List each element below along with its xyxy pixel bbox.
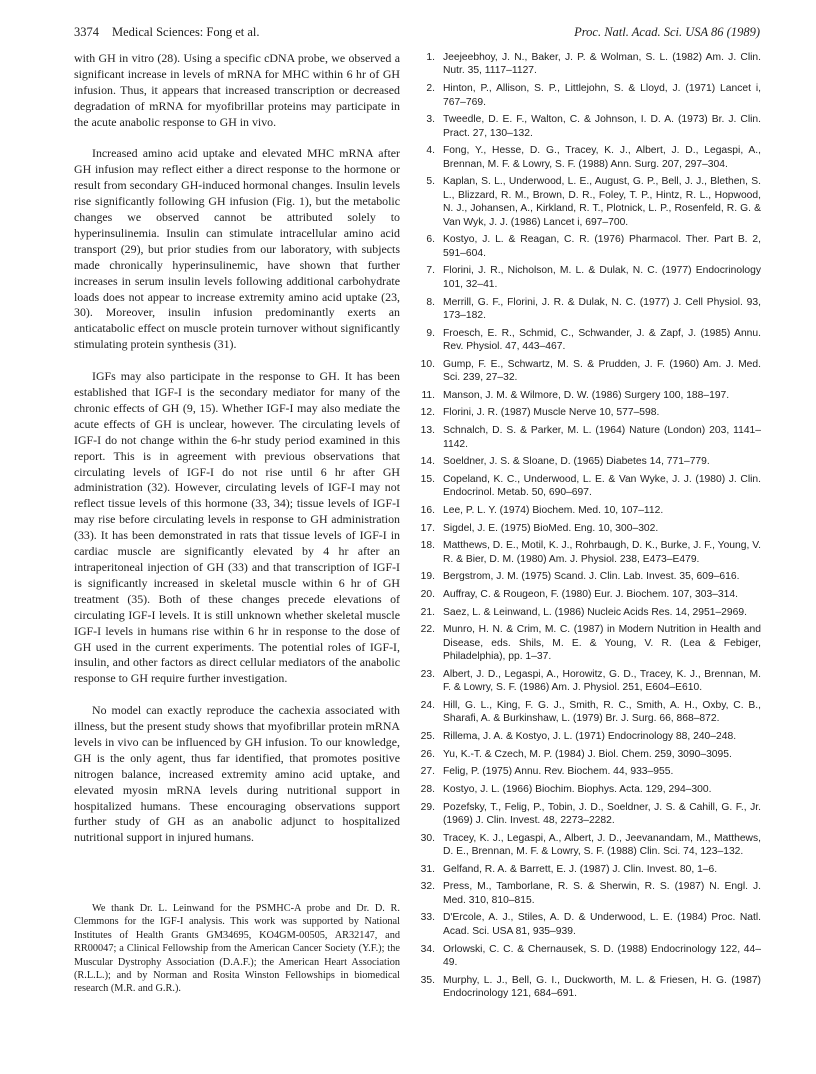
reference-item <box>415 264 761 291</box>
reference-text: Fong, Y., Hesse, D. G., Tracey, K. J., Albert, J. D., Legaspi, A., Brennan, M. F. & Lowry, S. F. (1988) Ann. Surg. 207, 297–304. <box>443 145 761 170</box>
reference-number: 21. <box>420 606 435 618</box>
reference-item <box>415 144 761 171</box>
reference-item <box>415 623 761 663</box>
reference-item <box>415 911 761 938</box>
reference-text: Albert, J. D., Legaspi, A., Horowitz, G. D., Tracey, K. J., Brennan, M. F. & Lowry, S. F. (1986) Am. J. Physiol. 251, E604–E610. <box>443 668 761 694</box>
reference-number: 18. <box>420 540 435 552</box>
reference-text: Schnalch, D. S. & Parker, M. L. (1964) Nature (London) 203, 1141–1142. <box>443 425 761 450</box>
reference-number: 3. <box>426 114 435 126</box>
reference-item <box>415 880 761 907</box>
reference-number: 33. <box>420 912 435 924</box>
reference-item <box>415 974 761 1001</box>
reference-text: Bergstrom, J. M. (1975) Scand. J. Clin. Lab. Invest. 35, 609–616. <box>443 571 740 583</box>
reference-number: 35. <box>420 974 435 986</box>
reference-number: 25. <box>420 730 435 742</box>
reference-text: Froesch, E. R., Schmid, C., Schwander, J. & Zapf, J. (1985) Annu. Rev. Physiol. 47, 443–467. <box>443 327 761 353</box>
reference-text: Gump, F. E., Schwartz, M. S. & Prudden, J. F. (1960) Am. J. Med. Sci. 239, 27–32. <box>443 358 761 384</box>
reference-text: Yu, K.-T. & Czech, M. P. (1984) J. Biol. Chem. 259, 3090–3095. <box>443 748 732 760</box>
reference-number: 30. <box>420 832 435 844</box>
reference-item <box>415 699 761 726</box>
reference-item <box>415 424 761 451</box>
reference-text: Sigdel, J. E. (1975) BioMed. Eng. 10, 300–302. <box>443 522 659 534</box>
reference-text: Copeland, K. C., Underwood, L. E. & Van Wyke, J. J. (1980) J. Clin. Endocrinol. Metab. 50, 690–697. <box>443 473 761 499</box>
reference-number: 13. <box>420 425 435 437</box>
reference-text: Orlowski, C. C. & Chernausek, S. D. (1988) Endocrinology 122, 44–49. <box>443 943 761 969</box>
reference-item <box>415 668 761 695</box>
running-head: Medical Sciences: Fong et al. <box>112 25 260 39</box>
reference-item <box>415 233 761 260</box>
reference-list <box>415 51 761 1005</box>
reference-text: Tracey, K. J., Legaspi, A., Albert, J. D., Jeevanandam, M., Matthews, D. E., Brennan, M. F. & Lowry, S. F. (1988) Clin. Sci. 74, 123–132. <box>443 832 761 858</box>
reference-text: Press, M., Tamborlane, R. S. & Sherwin, R. S. (1987) N. Engl. J. Med. 310, 810–815. <box>443 881 761 906</box>
reference-number: 8. <box>426 296 435 308</box>
reference-text: Lee, P. L. Y. (1974) Biochem. Med. 10, 107–112. <box>443 504 664 516</box>
reference-number: 29. <box>420 801 435 813</box>
reference-number: 2. <box>426 83 435 95</box>
reference-item <box>415 51 761 78</box>
reference-text: Pozefsky, T., Felig, P., Tobin, J. D., Soeldner, J. S. & Cahill, G. F., Jr. (1969) J. Clin. Invest. 48, 2273–2282. <box>443 801 761 826</box>
reference-item <box>415 389 761 402</box>
reference-text: Rillema, J. A. & Kostyo, J. L. (1971) Endocrinology 88, 240–248. <box>443 730 737 742</box>
reference-number: 16. <box>420 504 435 516</box>
reference-text: Florini, J. R., Nicholson, M. L. & Dulak, N. C. (1977) Endocrinology 101, 32–41. <box>443 265 761 290</box>
reference-number: 14. <box>420 456 435 468</box>
reference-number: 5. <box>426 176 435 188</box>
reference-text: Saez, L. & Leinwand, L. (1986) Nucleic Acids Res. 14, 2951–2969. <box>443 606 747 618</box>
reference-item <box>415 175 761 229</box>
body-text-column <box>74 51 400 846</box>
reference-text: Auffray, C. & Rougeon, F. (1980) Eur. J. Biochem. 107, 303–314. <box>443 588 738 600</box>
reference-number: 11. <box>421 389 435 401</box>
reference-text: Kostyo, J. L. (1966) Biochim. Biophys. Acta. 129, 294–300. <box>443 783 712 795</box>
reference-item <box>415 296 761 323</box>
reference-number: 23. <box>420 668 435 680</box>
reference-number: 17. <box>420 522 435 534</box>
reference-text: Hill, G. L., King, F. G. J., Smith, R. C., Smith, A. H., Oxby, C. B., Sharafi, A. & Burkinshaw, L. (1979) Br. J. Surg. 66, 868–872. <box>443 699 761 725</box>
reference-text: Manson, J. M. & Wilmore, D. W. (1986) Surgery 100, 188–197. <box>443 389 730 401</box>
body-paragraph: No model can exactly reproduce the cachexia associated with illness, but the present study shows that myofibrillar protein mRNA levels in vivo can be influenced by GH infusion. To our knowledge, GH is the only agent, thus far identified, that promotes positive nitrogen balance, increased extremity amino acid uptake, and elevated myosin mRNA levels during nutritional support in hospitalized humans. These encouraging observations support further study of GH as an anabolic adjunct to hospitalized nutritional support in injured humans. <box>74 703 400 845</box>
reference-text: Soeldner, J. S. & Sloane, D. (1965) Diabetes 14, 771–779. <box>443 456 710 468</box>
reference-text: Kostyo, J. L. & Reagan, C. R. (1976) Pharmacol. Ther. Part B. 2, 591–604. <box>443 234 761 259</box>
reference-text: Kaplan, S. L., Underwood, L. E., August, G. P., Bell, J. J., Blethen, S. L., Blizzard, R. M., Brown, D. R., Foley, T. P., Hintz, R. L., Hopwood, N. J., Johansen, A., Kirkland, R. T., Plotnick, L. P., Rosenfeld, R. G. & Van Wyk, J. J. (1986) Lancet i, 697–700. <box>443 176 761 228</box>
reference-item <box>415 522 761 535</box>
reference-text: Florini, J. R. (1987) Muscle Nerve 10, 577–598. <box>443 407 660 419</box>
reference-number: 9. <box>426 327 435 339</box>
reference-item <box>415 473 761 500</box>
reference-text: Murphy, L. J., Bell, G. I., Duckworth, M. L. & Friesen, H. G. (1987) Endocrinology 121, 684–691. <box>443 974 761 1000</box>
reference-text: Gelfand, R. A. & Barrett, E. J. (1987) J. Clin. Invest. 80, 1–6. <box>443 863 718 875</box>
reference-item <box>415 327 761 354</box>
reference-text: Munro, H. N. & Crim, M. C. (1987) in Modern Nutrition in Health and Disease, eds. Shils, M. E. & Young, V. R. (Lea & Febiger, Philadelphia), pp. 1–37. <box>443 624 761 663</box>
reference-text: Tweedle, D. E. F., Walton, C. & Johnson, I. D. A. (1973) Br. J. Clin. Pract. 27, 130–132. <box>443 114 761 139</box>
reference-item <box>415 765 761 778</box>
reference-number: 27. <box>420 766 435 778</box>
reference-item <box>415 406 761 419</box>
reference-item <box>415 606 761 619</box>
reference-text: Hinton, P., Allison, S. P., Littlejohn, S. & Lloyd, J. (1971) Lancet i, 767–769. <box>443 83 761 108</box>
reference-item <box>415 455 761 468</box>
reference-number: 19. <box>420 571 435 583</box>
reference-number: 28. <box>420 783 435 795</box>
reference-text: D'Ercole, A. J., Stiles, A. D. & Underwood, L. E. (1984) Proc. Natl. Acad. Sci. USA 81, 935–939. <box>443 912 761 937</box>
page-header <box>0 25 816 43</box>
reference-item <box>415 588 761 601</box>
reference-item <box>415 504 761 517</box>
reference-number: 32. <box>420 881 435 893</box>
reference-item <box>415 801 761 828</box>
acknowledgments <box>74 902 400 996</box>
reference-number: 10. <box>420 358 435 370</box>
body-paragraph: IGFs may also participate in the response to GH. It has been established that IGF-I is the secondary mediator for many of the chronic effects of GH (9, 15). Whether IGF-I may also mediate the acute effects of GH is unclear, however. The circulating levels of IGF-I do not change within the 6-hr study period examined in this report. This is in agreement with previous observations that circulating levels of IGF-I do not rise until 6 hr after GH administration (32). However, circulating levels of IGF-I may not reflect tissue levels of this hormone (33, 34); tissue levels of IGF-I may rise before circulating levels in response to GH administration (33). It has been demonstrated in rats that tissue levels of IGF-I in cardiac muscle are significantly elevated by 4 hr after an intraperitoneal injection of GH (33) and that transcription of IGF-I is significantly increased in skeletal muscle within 6 hr of GH treatment (35). Both of these changes precede elevations of circulating IGF-I levels. It is still unknown whether skeletal muscle IGF-I levels in humans rise within 6 hr in response to the dose of GH used in the current experiments. The potential roles of IGF-I, insulin, and other factors as direct cellular mediators of the anabolic response to GH require further investigation. <box>74 369 400 686</box>
reference-text: Merrill, G. F., Florini, J. R. & Dulak, N. C. (1977) J. Cell Physiol. 93, 173–182. <box>443 296 761 322</box>
reference-number: 20. <box>420 588 435 600</box>
reference-text: Jeejeebhoy, J. N., Baker, J. P. & Wolman, S. L. (1982) Am. J. Clin. Nutr. 35, 1117–1127. <box>443 52 761 77</box>
reference-number: 4. <box>426 145 435 157</box>
reference-number: 31. <box>420 863 435 875</box>
reference-item <box>415 943 761 970</box>
body-paragraph: Increased amino acid uptake and elevated MHC mRNA after GH infusion may reflect either a direct response to the hormone or result from secondary GH-induced hormonal changes. Insulin levels rise significantly following GH infusion (Fig. 1), but the metabolic changes we observed cannot be attributed solely to hyperinsulinemia. Insulin can stimulate intracellular amino acid transport (29), but prior studies from our laboratory, with subjects made chronically hyperinsulinemic, have shown that further increases in serum insulin levels following additional carbohydrate loads does not appear to increase extremity amino acid uptake (23, 30). Moreover, insulin infusion predominantly exerts an anticatabolic effect on muscle protein turnover without significantly stimulating protein synthesis (31). <box>74 146 400 352</box>
reference-number: 24. <box>420 699 435 711</box>
reference-number: 22. <box>420 624 435 636</box>
reference-item <box>415 539 761 566</box>
reference-item <box>415 730 761 743</box>
reference-text: Matthews, D. E., Motil, K. J., Rohrbaugh, D. K., Burke, J. F., Young, V. R. & Bier, D. M. (1980) Am. J. Physiol. 238, E473–E479. <box>443 540 761 565</box>
reference-item <box>415 748 761 761</box>
reference-number: 34. <box>420 943 435 955</box>
reference-item <box>415 832 761 859</box>
reference-item <box>415 82 761 109</box>
reference-item <box>415 783 761 796</box>
reference-item <box>415 113 761 140</box>
acknowledgment-text: We thank Dr. L. Leinwand for the PSMHC-A probe and Dr. D. R. Clemmons for the IGF-I analysis. This work was supported by National Institutes of Health Grants GM34695, KO4GM-00505, AR32147, and RR00047; a Clinical Fellowship from the American Cancer Society (Y.F.); the Muscular Dystrophy Association (D.A.F.); the American Heart Association (R.L.L.); and by Norman and Rosita Winston Fellowships in biomedical research (M.R. and G.R.). <box>74 903 400 995</box>
reference-item <box>415 358 761 385</box>
reference-number: 15. <box>420 473 435 485</box>
reference-number: 26. <box>420 748 435 760</box>
body-paragraph: with GH in vitro (28). Using a specific cDNA probe, we observed a significant increase in levels of mRNA for MHC within 6 hr of GH infusion. Thus, it appears that increased transcription or decreased degradation of mRNA for myofibrillar proteins may participate in the acute anabolic response to GH in vivo. <box>74 51 400 129</box>
reference-number: 7. <box>426 265 435 277</box>
page-number: 3374 <box>74 25 99 39</box>
journal-citation: Proc. Natl. Acad. Sci. USA 86 (1989) <box>574 25 760 39</box>
reference-number: 1. <box>426 52 435 63</box>
reference-item <box>415 570 761 583</box>
reference-item <box>415 863 761 876</box>
reference-number: 6. <box>426 234 435 246</box>
reference-text: Felig, P. (1975) Annu. Rev. Biochem. 44, 933–955. <box>443 766 674 778</box>
reference-number: 12. <box>420 407 435 419</box>
